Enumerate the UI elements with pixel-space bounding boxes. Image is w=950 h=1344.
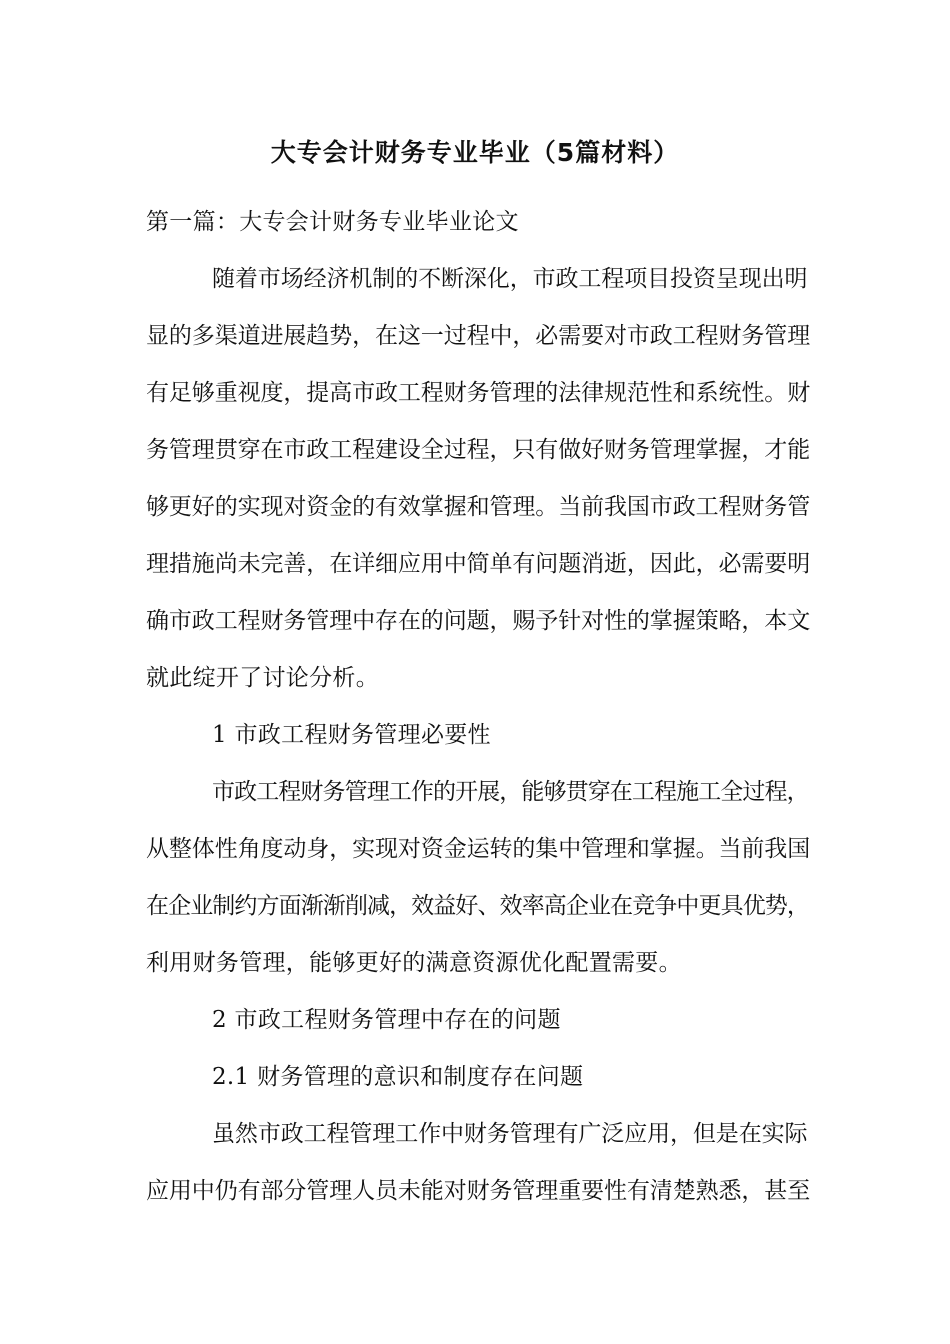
paragraph-line: 利用财务管理，能够更好的满意资源优化配置需要。 <box>146 950 682 976</box>
paragraph-line: 确市政工程财务管理中存在的问题，赐予针对性的掌握策略，本文 <box>146 608 811 634</box>
paragraph-line: 有足够重视度，提高市政工程财务管理的法律规范性和系统性。财 <box>146 380 811 406</box>
paragraph-line: 够更好的实现对资金的有效掌握和管理。当前我国市政工程财务管 <box>146 494 811 520</box>
paragraph-line: 显的多渠道进展趋势，在这一过程中，必需要对市政工程财务管理 <box>146 323 811 349</box>
paragraph-line: 应用中仍有部分管理人员未能对财务管理重要性有清楚熟悉，甚至 <box>146 1178 811 1204</box>
subheading: 2.1 财务管理的意识和制度存在问题 <box>212 1064 584 1090</box>
paragraph-line: 随着市场经济机制的不断深化，市政工程项目投资呈现出明 <box>212 266 808 292</box>
section-heading: 第一篇：大专会计财务专业毕业论文 <box>146 209 519 235</box>
paragraph-line: 理措施尚未完善，在详细应用中简单有问题消逝，因此，必需要明 <box>146 551 811 577</box>
paragraph-line: 虽然市政工程管理工作中财务管理有广泛应用，但是在实际 <box>212 1121 808 1147</box>
paragraph-line: 就此绽开了讨论分析。 <box>146 665 379 691</box>
paragraph-line: 市政工程财务管理工作的开展，能够贯穿在工程施工全过程， <box>212 779 809 805</box>
subheading: 1 市政工程财务管理必要性 <box>212 722 491 748</box>
paragraph-line: 在企业制约方面渐渐削减，效益好、效率高企业在竞争中更具优势， <box>146 893 810 919</box>
document-title: 大专会计财务专业毕业（5篇材料） <box>270 138 680 167</box>
paragraph-line: 务管理贯穿在市政工程建设全过程，只有做好财务管理掌握，才能 <box>146 437 811 463</box>
subheading: 2 市政工程财务管理中存在的问题 <box>212 1007 561 1033</box>
paragraph-line: 从整体性角度动身，实现对资金运转的集中管理和掌握。当前我国 <box>146 836 811 862</box>
